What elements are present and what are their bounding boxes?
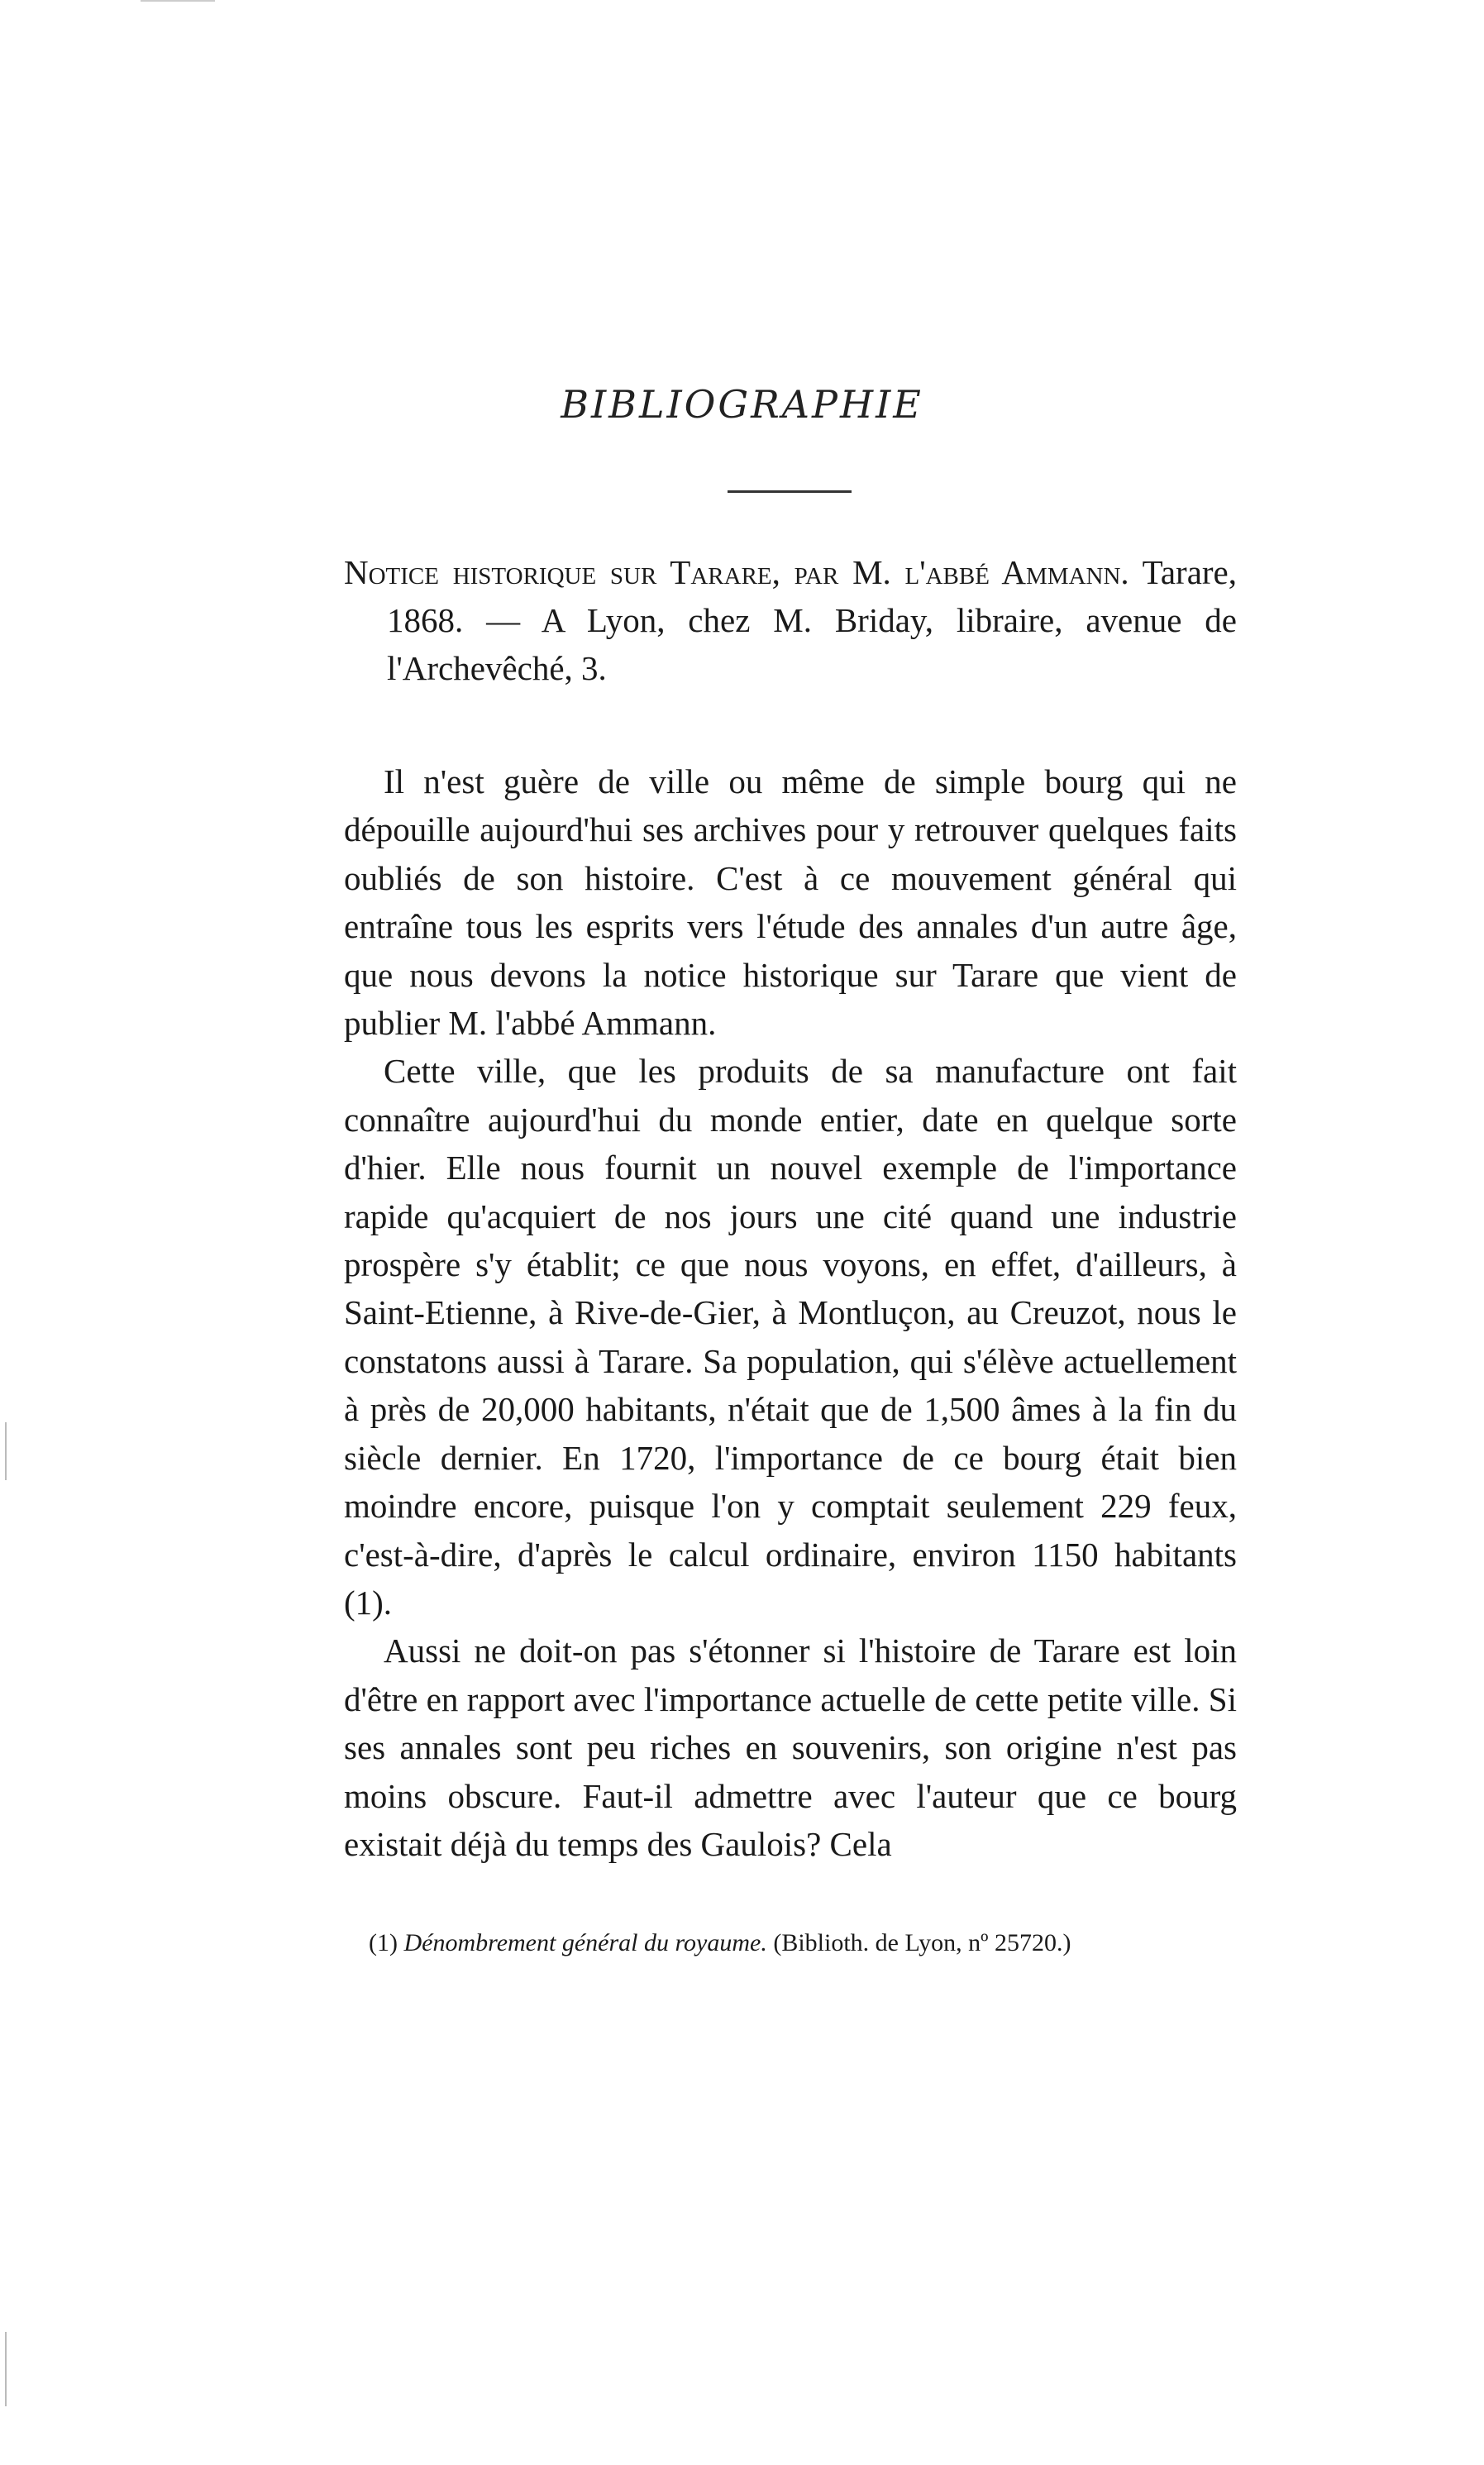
bibliographic-entry xyxy=(344,548,1237,692)
paragraph: Aussi ne doit-on pas s'étonner si l'histoire de Tarare est loin d'être en rapport avec l'importance actuelle de cette petite ville. Si ses annales sont peu riches en souvenirs, son origine n'est pas moins obscure. Faut-il admettre avec l'auteur que ce bourg existait déjà du temps des Gaulois? Cela xyxy=(344,1631,1237,1863)
footnote xyxy=(369,1927,1245,1960)
footnote-marker: (1) xyxy=(369,1929,398,1956)
article-body xyxy=(344,757,1237,1868)
section-heading: BIBLIOGRAPHIE xyxy=(561,382,923,427)
heading-rule xyxy=(728,490,852,493)
footnote-title: Dénombrement général du royaume. xyxy=(403,1929,767,1956)
scan-artifact xyxy=(141,0,215,2)
scan-artifact xyxy=(5,1422,7,1480)
entry-publication: 1868. — A Lyon, chez M. Briday, libraire, avenue de l'Archevêché, 3. xyxy=(387,601,1237,687)
footnote-source: (Biblioth. de Lyon, nº 25720.) xyxy=(773,1929,1071,1956)
entry-title: Notice historique sur Tarare, par M. l'abbé Ammann. xyxy=(344,553,1129,591)
entry-first-line xyxy=(344,548,1237,596)
scan-artifact xyxy=(5,2332,7,2406)
paragraph: Il n'est guère de ville ou même de simple bourg qui ne dépouille aujourd'hui ses archives pour y retrouver quelques faits oubliés de son histoire. C'est à ce mouvement général qui entraîne tous les esprits vers l'étude des annales d'un autre âge, que nous devons la notice historique sur Tarare que vient de publier M. l'abbé Ammann. xyxy=(344,762,1237,1043)
paragraph: Cette ville, que les produits de sa manufacture ont fait connaître aujourd'hui du monde entier, date en quelque sorte d'hier. Elle nous fournit un nouvel exemple de l'importance rapide qu'acquiert de nos jours une cité quand une industrie prospère s'y établit; ce que nous voyons, en effet, d'ailleurs, à Saint-Etienne, à Rive-de-Gier, à Montluçon, au Creuzot, nous le constatons aussi à Tarare. Sa population, qui s'élève actuellement à près de 20,000 habitants, n'était que de 1,500 âmes à la fin du siècle dernier. En 1720, l'importance de ce bourg était bien moindre encore, puisque l'on y comptait seulement 229 feux, c'est-à-dire, d'après le calcul ordinaire, environ 1150 habitants (1). xyxy=(344,1052,1237,1622)
entry-place: Tarare, xyxy=(1129,553,1237,591)
